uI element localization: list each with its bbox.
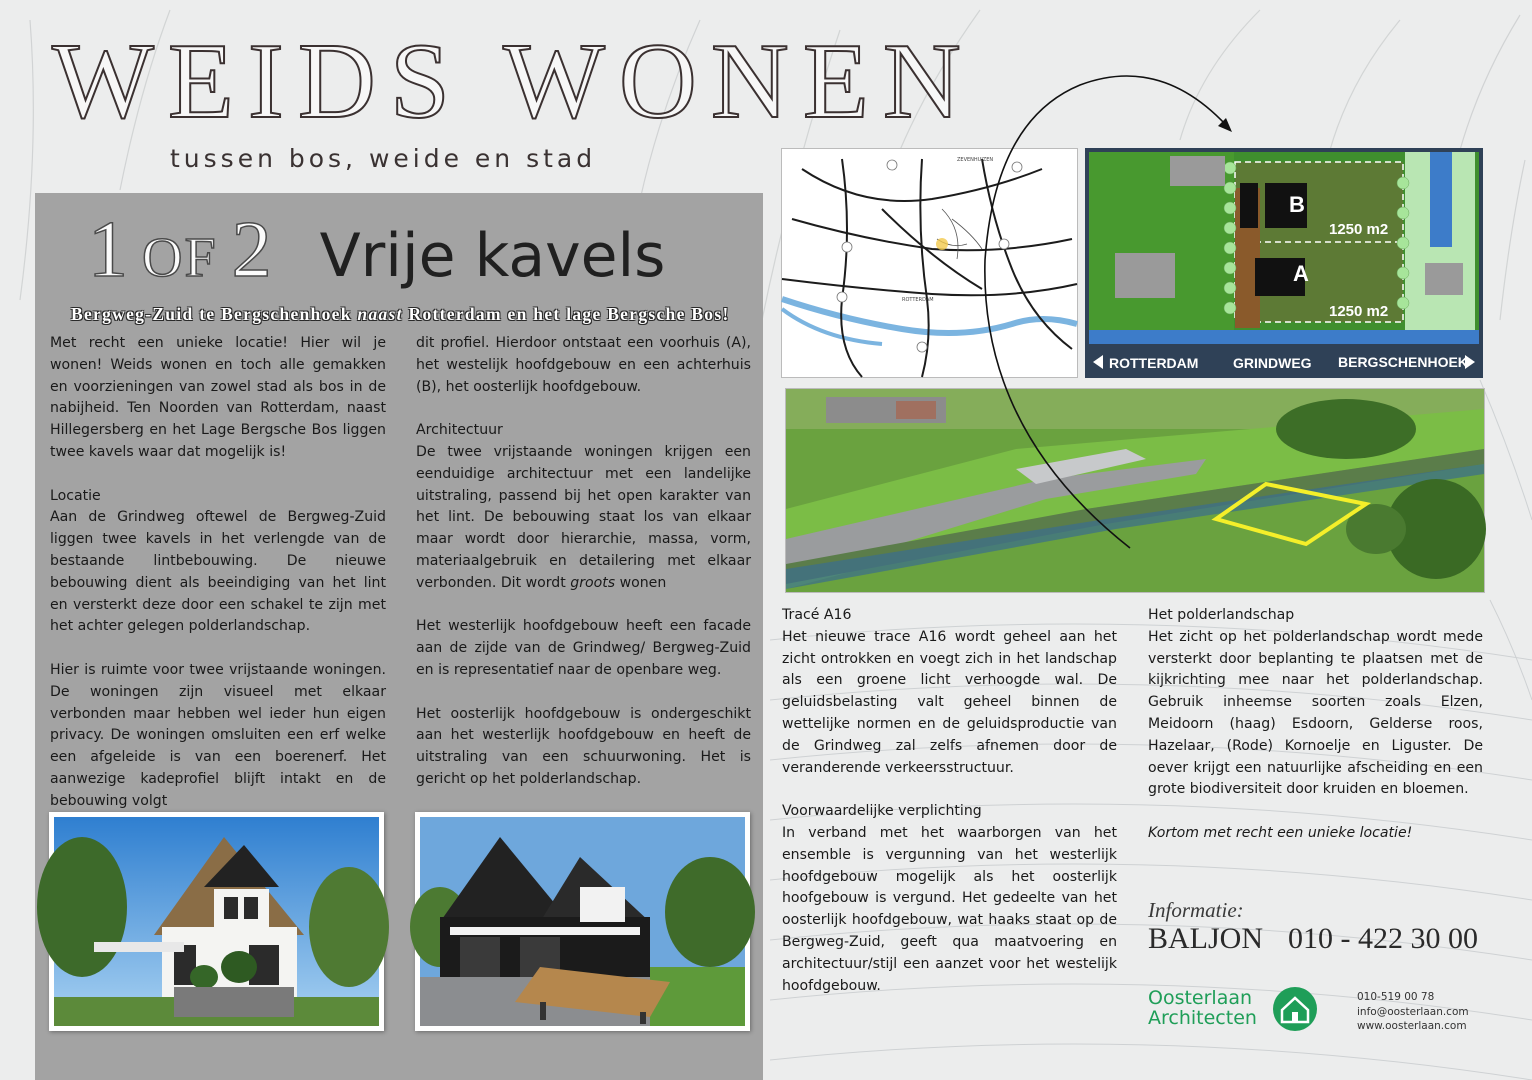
lot-b-area: 1250 m2 — [1329, 221, 1389, 238]
page-title: WEIDS WONEN — [52, 22, 975, 141]
site-plan — [1085, 148, 1483, 378]
logo-line-1: Oosterlaan — [1148, 987, 1253, 1009]
architect-logo-text — [1148, 988, 1257, 1028]
heading-of: OF — [142, 227, 218, 289]
section-heading — [88, 205, 665, 296]
voorwaardelijk-title: Voorwaardelijke verplichting — [782, 803, 982, 820]
regional-map — [781, 148, 1078, 378]
house-photo-thatched — [49, 812, 384, 1031]
architect-phone[interactable]: 010-519 00 78 — [1357, 991, 1435, 1003]
heading-text: Vrije kavels — [319, 221, 666, 291]
heading-count-1: 1 — [88, 206, 128, 294]
architectuur-emphasis: groots — [570, 574, 616, 591]
broker-name: BALJON — [1148, 922, 1264, 955]
tagline-part-1: Bergweg-Zuid te Bergschenhoek — [71, 304, 352, 324]
heading-count-2: 2 — [231, 206, 272, 294]
text-column-1 — [50, 333, 386, 809]
architectuur-section — [416, 420, 751, 594]
text-column-2 — [416, 333, 751, 813]
kortom-text: Kortom met recht een unieke locatie! — [1148, 824, 1413, 841]
architect-contact — [1357, 990, 1469, 1034]
locatie-section — [50, 486, 386, 639]
map-label-rotterdam: ROTTERDAM — [902, 297, 934, 303]
locatie-title: Locatie — [50, 487, 101, 504]
tagline-part-2: Rotterdam en het lage Bergsche Bos! — [408, 304, 730, 324]
locatie-text: Aan de Grindweg oftewel de Bergweg-Zuid liggen twee kavels in het verlengde van de bestaande lintbebouwing. De nieuwe bebouwing dient als beeindiging van het lint en versterkt deze door een schakel te zijn met het achter gelegen polderlandschap. — [50, 509, 386, 635]
architectuur-title: Architectuur — [416, 422, 503, 439]
westerlijk-paragraph: Het westerlijk hoofdgebouw heeft een facade aan de zijde van de Grindweg/ Bergweg-Zuid en is representatief naar de openbare weg. — [416, 618, 751, 678]
road-label-rotterdam: ROTTERDAM — [1109, 355, 1199, 371]
tagline — [71, 304, 730, 325]
architect-email[interactable]: info@oosterlaan.com — [1357, 1005, 1469, 1018]
info-label: Informatie: — [1148, 898, 1244, 922]
architectuur-text-end: wonen — [619, 574, 667, 591]
polder-title: Het polderlandschap — [1148, 607, 1295, 623]
text-column-4 — [1148, 605, 1483, 867]
oosterlijk-paragraph: Het oosterlijk hoofdgebouw is ondergeschikt aan het westerlijk hoofdgebouw en heeft de uitstraling van een schuurwoning. Het is gericht op het polderlandschap. — [416, 705, 751, 787]
page-subtitle: tussen bos, weide en stad — [170, 144, 597, 173]
aerial-photo — [785, 388, 1485, 593]
text-column-3 — [782, 605, 1117, 1019]
architectuur-text: De twee vrijstaande woningen krijgen een eenduidige architectuur met een landelijke uitstraling, passend bij het open karakter van het lint. De bebouwing staat los van elkaar maar wordt door hierarchie, massa, vorm, materiaalgebruik en detailering met elkaar verbonden. Dit wordt — [416, 443, 751, 591]
house-logo-icon — [1272, 986, 1318, 1032]
kortom-line — [1148, 823, 1483, 845]
road-label-bergschenhoek: BERGSCHENHOEK — [1338, 354, 1468, 370]
road-label-grindweg: GRINDWEG — [1233, 355, 1312, 371]
polder-section — [1148, 605, 1483, 801]
lot-b-label: B — [1289, 192, 1305, 217]
polder-text: Het zicht op het polderlandschap wordt mede versterkt door beplanting te plaatsen met de kijkrichting mee naar het polderlandschap. Gebruik inheemse soorten zoals Elzen, Meidoorn (haag) Esdoorn, Gelderse roos, Hazelaar, (Rode) Kornoelje en Liguster. De oever krijgt een natuurlijke afscheiding en een grote biodiversiteit door kruiden en bloemen. — [1148, 628, 1483, 798]
tagline-emphasis: naast — [357, 304, 403, 324]
broker-phone[interactable]: 010 - 422 30 00 — [1288, 922, 1478, 955]
trace-title: Tracé A16 — [782, 607, 852, 623]
trace-text: Het nieuwe trace A16 wordt geheel aan het zicht ontrokken en voegt zich in het landschap als een groene licht verhoogde wal. De geluidsbelasting valt geheel binnen de wettelijke normen en de geluidsproductie van de Grindweg zal zelfs afnemen door de veranderende verkeersstructuur. — [782, 628, 1117, 776]
voorwaardelijk-section — [782, 801, 1117, 997]
map-label-zevenhuizen: ZEVENHUIZEN — [957, 157, 994, 163]
lot-a-area: 1250 m2 — [1329, 303, 1389, 320]
lot-a-label: A — [1293, 261, 1309, 286]
ruimte-paragraph: Hier is ruimte voor twee vrijstaande woningen. De woningen zijn visueel met elkaar verbonden maar hebben wel ieder hun eigen privacy. De woningen omsluiten een erf welke een afgeleide is van een boerenerf. Het aanwezige kadeprofiel blijft intakt en de bebouwing volgt — [50, 661, 386, 809]
continuation-paragraph: dit profiel. Hierdoor ontstaat een voorhuis (A), het westelijk hoofdgebouw en een achterhuis (B), het oosterlijk hoofdgebouw. — [416, 335, 751, 395]
house-photo-modern-barn — [415, 812, 750, 1031]
arrow-left-icon — [1093, 355, 1103, 369]
trace-section — [782, 605, 1117, 779]
architect-website[interactable]: www.oosterlaan.com — [1357, 1020, 1467, 1032]
intro-paragraph: Met recht een unieke locatie! Hier wil je wonen! Weids wonen en toch alle gemakken en voorzieningen van zowel stad als bos in de nabijheid. Ten Noorden van Rotterdam, naast Hillegersberg en het Lage Bergsche Bos liggen twee kavels waar dat mogelijk is! — [50, 335, 386, 460]
logo-line-2: Architecten — [1148, 1007, 1257, 1029]
voorwaardelijk-text: In verband met het waarborgen van het ensemble is vergunning van het westerlijk hoofdgebouw mogelijk als het oosterlijk hoofgebouw is vergund. Het gedeelte van het oosterlijk hoofdgebouw, wat haaks staat op de Bergweg-Zuid, geeft qua maatvoering en architectuur/stijl een aanzet voor het westelijk hoofdgebouw. — [782, 824, 1117, 994]
